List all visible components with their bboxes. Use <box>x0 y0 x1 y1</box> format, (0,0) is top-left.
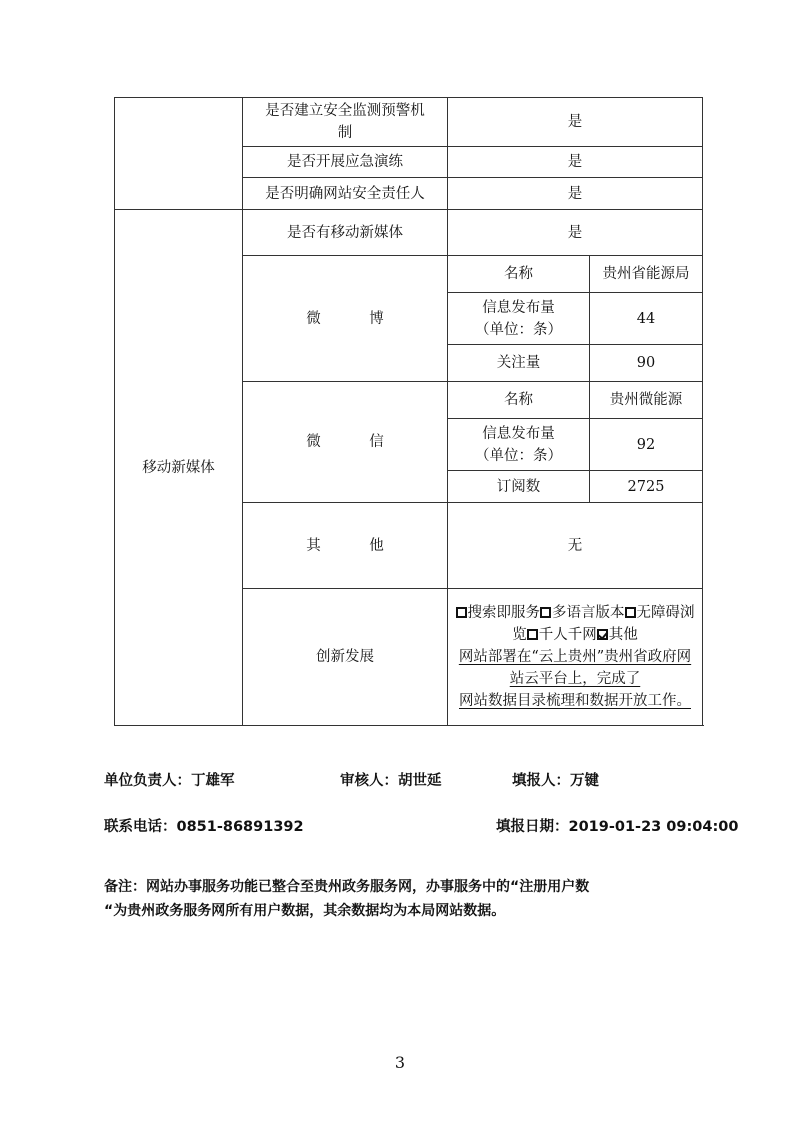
remark-line1: 备注：网站办事服务功能已整合至贵州政务服务网，办事服务中的“注册用户数 <box>104 879 590 895</box>
checkbox-icon <box>540 607 551 618</box>
responsible-label: 是否明确网站安全责任人 <box>243 178 448 210</box>
weixin-name-value: 贵州微能源 <box>590 382 703 419</box>
remark-line2: “为贵州政务服务网所有用户数据，其余数据均为本局网站数据。 <box>104 903 506 919</box>
checkbox-icon <box>456 607 467 618</box>
contact-phone: 联系电话：0851-86891392 <box>104 819 304 835</box>
innovation-text-line1: 网站部署在“云上贵州”贵州省政府网站云平台上，完成了 <box>458 649 692 687</box>
responsible-value: 是 <box>448 178 703 210</box>
weibo-posts-label-line2: （单位：条） <box>475 321 562 338</box>
option-multilingual: 多语言版本 <box>552 605 625 621</box>
checkbox-icon <box>527 629 538 640</box>
checked-checkbox-icon <box>597 629 608 640</box>
innovation-label: 创新发展 <box>243 589 448 726</box>
unit-head: 单位负责人：丁雄军 <box>104 773 235 789</box>
report-table <box>114 97 703 726</box>
other-media-value: 无 <box>448 503 703 589</box>
option-search-service: 搜索即服务 <box>467 605 540 621</box>
checkbox-icon <box>625 607 636 618</box>
drill-value: 是 <box>448 147 703 178</box>
weixin-sub-label: 订阅数 <box>448 471 590 503</box>
other-media-label: 其 他 <box>243 503 448 589</box>
weixin-name-label: 名称 <box>448 382 590 419</box>
weixin-sub-value: 2725 <box>590 471 703 503</box>
remark-note <box>104 875 704 923</box>
weixin-posts-label <box>448 419 590 471</box>
reviewer: 审核人：胡世延 <box>340 773 442 789</box>
weixin-label: 微 信 <box>243 382 448 503</box>
innovation-content <box>448 589 703 726</box>
media-section-label: 移动新媒体 <box>115 210 243 726</box>
has-media-label: 是否有移动新媒体 <box>243 210 448 256</box>
weibo-name-value: 贵州省能源局 <box>590 256 703 293</box>
weibo-follow-label: 关注量 <box>448 345 590 382</box>
option-accessibility: 无障碍浏览 <box>512 605 695 643</box>
option-personalized: 千人千网 <box>538 627 597 643</box>
drill-label: 是否开展应急演练 <box>243 147 448 178</box>
weibo-posts-label <box>448 293 590 345</box>
security-section-cell <box>115 98 243 210</box>
weibo-label: 微 博 <box>243 256 448 382</box>
has-media-value: 是 <box>448 210 703 256</box>
monitoring-value: 是 <box>448 98 703 147</box>
weixin-posts-label-line1: 信息发布量 <box>482 425 555 442</box>
page-number: 3 <box>394 1053 406 1072</box>
weibo-posts-value: 44 <box>590 293 703 345</box>
weibo-name-label: 名称 <box>448 256 590 293</box>
fill-date: 填报日期：2019-01-23 09:04:00 <box>496 819 739 835</box>
monitoring-label: 是否建立安全监测预警机制 <box>243 98 448 147</box>
weibo-posts-label-line1: 信息发布量 <box>482 299 555 316</box>
weibo-follow-value: 90 <box>590 345 703 382</box>
filler: 填报人：万键 <box>512 773 599 789</box>
weixin-posts-value: 92 <box>590 419 703 471</box>
innovation-options <box>454 602 696 646</box>
option-other: 其他 <box>608 627 638 643</box>
weixin-posts-label-line2: （单位：条） <box>475 447 562 464</box>
innovation-text-line2: 网站数据目录梳理和数据开放工作。 <box>459 693 691 709</box>
